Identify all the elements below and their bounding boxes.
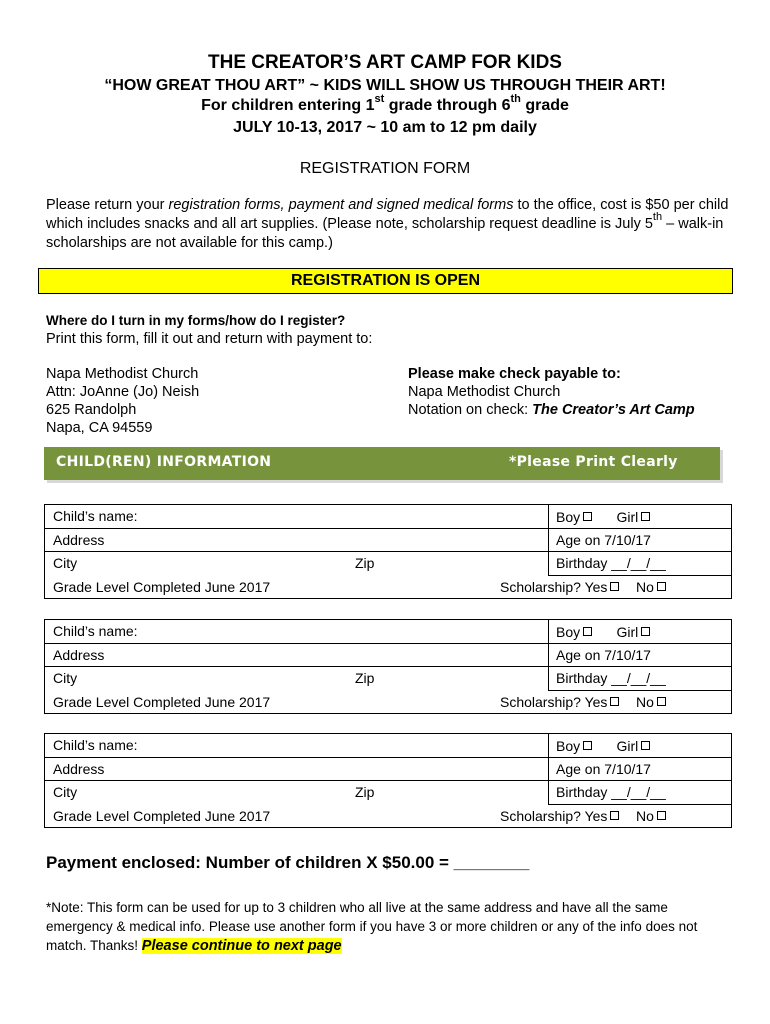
children-info-label: CHILD(REN) INFORMATION: [56, 454, 272, 470]
camp-title: THE CREATOR’S ART CAMP FOR KIDS: [208, 52, 562, 73]
grade-level-field[interactable]: Grade Level Completed June 2017: [53, 579, 271, 595]
address-field[interactable]: Address: [53, 532, 105, 548]
print-clearly-label: *Please Print Clearly: [509, 454, 678, 470]
scholarship-yes-checkbox[interactable]: [610, 697, 619, 706]
child-info-table-2: [44, 619, 732, 714]
girl-checkbox[interactable]: [641, 512, 650, 521]
girl-checkbox[interactable]: [641, 627, 650, 636]
girl-checkbox[interactable]: [641, 741, 650, 750]
scholarship-no-checkbox[interactable]: [657, 582, 666, 591]
scholarship-no-checkbox[interactable]: [657, 811, 666, 820]
address-field[interactable]: Address: [53, 761, 105, 777]
address-line: Attn: JoAnne (Jo) Neish: [46, 384, 200, 400]
children-info-bar: [44, 447, 720, 480]
scholarship-options: Scholarship? Yes No: [500, 579, 667, 595]
boy-checkbox[interactable]: [583, 741, 592, 750]
intro-paragraph: Please return your registration forms, payment and signed medical forms to the office, cost is $50 per child which includes snacks and all art supplies. (Please note, scholarship request deadline is July 5th – walk-in scholarships are not available for this camp.): [46, 197, 729, 251]
child-info-table-3: [44, 733, 732, 828]
address-line: Napa, CA 94559: [46, 420, 153, 436]
form-note: *Note: This form can be used for up to 3 children who all live at the same address and have all the same emergency & medical info. Please use another form if you have 3 or more children or any of the info does not match. Thanks! Please continue to next page: [46, 900, 698, 954]
address-line: Napa Methodist Church: [46, 366, 199, 382]
check-info: [408, 365, 695, 419]
camp-subtitle: “HOW GREAT THOU ART” ~ KIDS WILL SHOW US THROUGH THEIR ART!: [104, 77, 666, 94]
register-instruction: Print this form, fill it out and return with payment to:: [46, 331, 373, 347]
zip-field[interactable]: Zip: [355, 670, 375, 686]
grade-level-field[interactable]: Grade Level Completed June 2017: [53, 808, 271, 824]
child-name-field[interactable]: Child’s name:: [53, 508, 138, 524]
gender-options: Boy Girl: [556, 624, 651, 640]
age-field[interactable]: Age on 7/10/17: [556, 761, 651, 777]
address-line: 625 Randolph: [46, 402, 137, 418]
continue-next-page: Please continue to next page: [141, 938, 342, 954]
zip-field[interactable]: Zip: [355, 555, 375, 571]
payment-line[interactable]: Payment enclosed: Number of children X $50.00 = ________: [46, 853, 530, 872]
register-question: Where do I turn in my forms/how do I register?: [46, 313, 346, 328]
scholarship-yes-checkbox[interactable]: [610, 582, 619, 591]
address-field[interactable]: Address: [53, 647, 105, 663]
age-field[interactable]: Age on 7/10/17: [556, 532, 651, 548]
age-field[interactable]: Age on 7/10/17: [556, 647, 651, 663]
mailing-address: [46, 365, 199, 437]
gender-options: Boy Girl: [556, 738, 651, 754]
child-info-table-1: [44, 504, 732, 599]
child-name-field[interactable]: Child’s name:: [53, 737, 138, 753]
scholarship-options: Scholarship? Yes No: [500, 694, 667, 710]
grade-level-field[interactable]: Grade Level Completed June 2017: [53, 694, 271, 710]
zip-field[interactable]: Zip: [355, 784, 375, 800]
camp-dates: JULY 10-13, 2017 ~ 10 am to 12 pm daily: [233, 119, 537, 136]
grade-line: For children entering 1st grade through 6th grade: [201, 93, 569, 114]
birthday-field[interactable]: Birthday __/__/__: [556, 555, 666, 571]
boy-checkbox[interactable]: [583, 512, 592, 521]
scholarship-yes-checkbox[interactable]: [610, 811, 619, 820]
scholarship-options: Scholarship? Yes No: [500, 808, 667, 824]
city-field[interactable]: City: [53, 670, 78, 686]
gender-options: Boy Girl: [556, 509, 651, 525]
scholarship-no-checkbox[interactable]: [657, 697, 666, 706]
child-name-field[interactable]: Child’s name:: [53, 623, 138, 639]
form-title: REGISTRATION FORM: [299, 160, 471, 177]
birthday-field[interactable]: Birthday __/__/__: [556, 784, 666, 800]
check-notation: Notation on check: The Creator’s Art Camp: [408, 402, 695, 418]
boy-checkbox[interactable]: [583, 627, 592, 636]
check-heading: Please make check payable to:: [408, 366, 621, 382]
registration-open-banner: REGISTRATION IS OPEN: [38, 268, 733, 294]
check-payee: Napa Methodist Church: [408, 384, 561, 400]
city-field[interactable]: City: [53, 784, 78, 800]
birthday-field[interactable]: Birthday __/__/__: [556, 670, 666, 686]
city-field[interactable]: City: [53, 555, 78, 571]
